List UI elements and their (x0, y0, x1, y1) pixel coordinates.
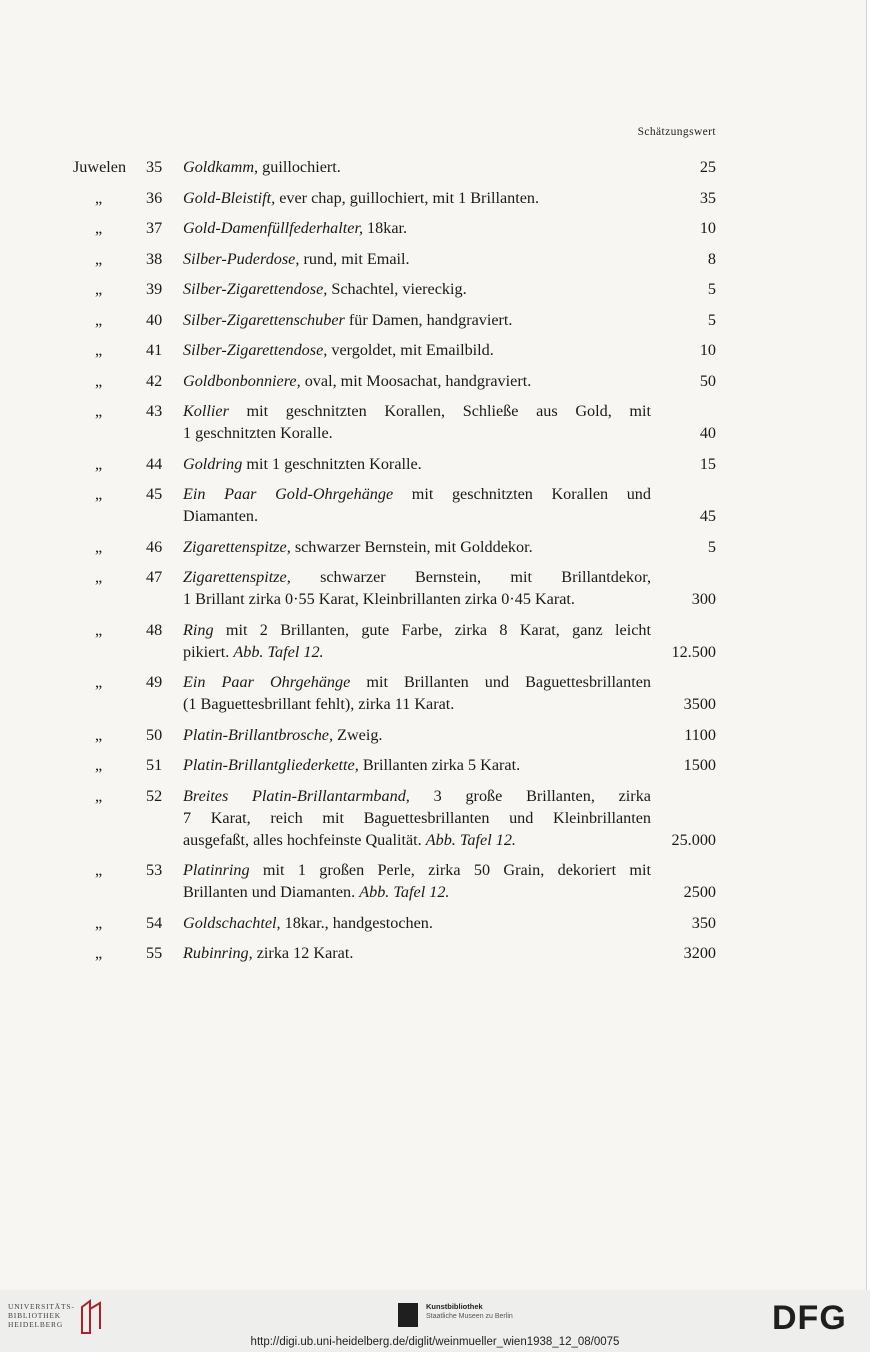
lot-description (183, 309, 651, 331)
lot-description (183, 217, 651, 239)
item-title: Platin-Brillantgliederkette, (183, 756, 359, 774)
description-line (183, 536, 651, 558)
ditto-mark: „ (95, 485, 103, 503)
lot-number: 53 (146, 861, 163, 879)
item-title: Kollier (183, 402, 229, 420)
item-title: Ein Paar Ohrgehänge (183, 673, 351, 691)
estimate-value: 5 (707, 537, 716, 556)
item-title: Breites Platin-Brillantarmband, (183, 786, 410, 805)
lot-description (183, 339, 651, 361)
lot-number: 49 (146, 673, 163, 691)
plain-text: mit Brillanten und Baguettesbrillanten (350, 673, 651, 691)
item-title: Gold-Damenfüllfederhalter, (183, 219, 363, 237)
estimate-value: 5 (707, 310, 716, 329)
plain-text: 1 geschnitzten Koralle. (183, 424, 333, 442)
item-title: Platinring (183, 861, 250, 879)
lot-description (183, 754, 651, 776)
lot-description (183, 912, 651, 934)
plain-text: für Damen, handgraviert. (344, 310, 513, 329)
ditto-mark: „ (95, 756, 103, 774)
estimate-value: 45 (699, 507, 716, 525)
dfg-logo: DFG (772, 1299, 847, 1337)
description-line (183, 453, 651, 475)
plain-text: rund, mit Email. (299, 249, 410, 268)
ditto-mark: „ (95, 568, 103, 586)
plain-text: schwarzer Bernstein, mit Golddekor. (290, 537, 533, 556)
estimate-value: 40 (699, 424, 716, 442)
ditto-mark: „ (95, 786, 103, 805)
estimate-value: 8 (707, 249, 716, 268)
lot-description (183, 671, 651, 715)
plain-text: oval, mit Moosachat, handgraviert. (300, 371, 532, 390)
description-line (183, 339, 651, 361)
description-line (183, 754, 651, 776)
ditto-mark: „ (95, 725, 103, 744)
ditto-mark: „ (95, 310, 103, 329)
plain-text: mit geschnitzten Korallen, Schließe aus Gold, mit (228, 402, 651, 420)
estimate-value: 2500 (683, 883, 716, 901)
item-title: Rubinring, (183, 944, 253, 962)
description-line (183, 619, 651, 641)
plain-text: 7 Karat, reich mit Baguettesbrillanten und Kleinbrillanten (183, 808, 651, 827)
plain-text: (1 Baguettesbrillant fehlt), zirka 11 Karat. (183, 695, 455, 713)
item-title: Ring (183, 620, 214, 639)
plain-text: Schachtel, viereckig. (327, 280, 467, 298)
estimate-value: 350 (691, 913, 716, 932)
plain-text: vergoldet, mit Emailbild. (327, 341, 494, 359)
kunstbibliothek-logo-icon (398, 1303, 418, 1327)
plain-text: pikiert. (183, 642, 234, 661)
item-title: Goldbonbonniere, (183, 371, 301, 390)
description-line (183, 942, 651, 964)
description-line (183, 422, 651, 444)
lot-description (183, 248, 651, 270)
description-line (183, 217, 651, 239)
plain-text: ausgefaßt, alles hochfeinste Qualität. (183, 830, 426, 849)
lot-number: 47 (146, 568, 163, 586)
plain-text: 18kar. (363, 219, 408, 237)
ditto-mark: „ (95, 620, 103, 639)
university-library-label: UNIVERSITÄTS- BIBLIOTHEK HEIDELBERG (8, 1302, 75, 1329)
lot-description (183, 724, 651, 746)
plate-reference: Abb. Tafel 12. (425, 830, 516, 849)
lot-number: 35 (146, 158, 163, 176)
estimate-value: 10 (699, 219, 716, 237)
lot-description (183, 942, 651, 964)
category-label: Juwelen (73, 158, 127, 176)
ditto-mark: „ (95, 537, 103, 556)
lot-number: 45 (146, 485, 163, 503)
lot-number: 55 (146, 944, 163, 962)
lot-description (183, 785, 651, 851)
description-line (183, 370, 651, 392)
description-line (183, 671, 651, 693)
ditto-mark: „ (95, 188, 103, 207)
ditto-mark: „ (95, 371, 103, 390)
lot-number: 36 (146, 188, 163, 207)
lot-description (183, 483, 651, 527)
ditto-mark: „ (95, 249, 103, 268)
item-title: Ein Paar Gold-Ohrgehänge (183, 485, 394, 503)
lot-number: 54 (146, 913, 163, 932)
plain-text: mit 1 großen Perle, zirka 50 Grain, dekoriert mit (249, 861, 651, 879)
ditto-mark: „ (95, 402, 103, 420)
description-line (183, 785, 651, 807)
description-line (183, 309, 651, 331)
plate-reference: Abb. Tafel 12. (233, 642, 324, 661)
item-title: Silber-Zigarettendose, (183, 341, 328, 359)
ditto-mark: „ (95, 219, 103, 237)
item-title: Goldkamm, (183, 158, 259, 176)
description-line (183, 829, 651, 851)
estimate-value: 1500 (683, 756, 716, 774)
plain-text: guillochiert. (258, 158, 341, 176)
estimate-value: 300 (691, 590, 716, 608)
kunstbibliothek-label: Kunstbibliothek Staatliche Museen zu Berlin (426, 1302, 513, 1320)
description-line (183, 881, 651, 903)
ditto-mark: „ (95, 673, 103, 691)
lot-description (183, 156, 651, 178)
plate-reference: Abb. Tafel 12. (359, 883, 450, 901)
lot-description (183, 536, 651, 558)
lot-number: 38 (146, 249, 163, 268)
description-line (183, 859, 651, 881)
lot-number: 40 (146, 310, 163, 329)
description-line (183, 278, 651, 300)
column-header-estimate: Schätzungswert (637, 126, 716, 138)
lot-number: 51 (146, 756, 163, 774)
lot-description (183, 859, 651, 903)
plain-text: Brillanten zirka 5 Karat. (358, 756, 521, 774)
description-line (183, 248, 651, 270)
plain-text: schwarzer Bernstein, mit Brillantdekor, (290, 568, 651, 586)
ditto-mark: „ (95, 341, 103, 359)
plain-text: zirka 12 Karat. (252, 944, 354, 962)
description-line (183, 483, 651, 505)
lot-number: 37 (146, 219, 163, 237)
description-line (183, 187, 651, 209)
item-title: Platin-Brillantbrosche, (183, 725, 334, 744)
estimate-value: 25.000 (671, 830, 716, 849)
ditto-mark: „ (95, 861, 103, 879)
estimate-value: 10 (699, 341, 716, 359)
lot-number: 39 (146, 280, 163, 298)
ditto-mark: „ (95, 280, 103, 298)
item-title: Zigarettenspitze, (183, 568, 291, 586)
lot-description (183, 566, 651, 610)
ditto-mark: „ (95, 454, 103, 473)
estimate-value: 50 (699, 371, 716, 390)
lot-description (183, 187, 651, 209)
item-title: Silber-Zigarettendose, (183, 280, 328, 298)
plain-text: 18kar., handgestochen. (280, 913, 433, 932)
item-title: Silber-Zigarettenschuber (183, 310, 345, 329)
lot-description (183, 400, 651, 444)
plain-text: Diamanten. (183, 507, 259, 525)
plain-text: mit 1 geschnitzten Koralle. (242, 454, 422, 473)
description-line (183, 156, 651, 178)
item-title: Gold-Bleistift, (183, 188, 276, 207)
estimate-value: 5 (707, 280, 716, 298)
lot-description (183, 453, 651, 475)
item-title: Goldschachtel, (183, 913, 281, 932)
plain-text: 1 Brillant zirka 0·55 Karat, Kleinbrillanten zirka 0·45 Karat. (183, 590, 575, 608)
estimate-value: 12.500 (671, 642, 716, 661)
item-title: Goldring (183, 454, 243, 473)
description-line (183, 505, 651, 527)
ditto-mark: „ (95, 913, 103, 932)
lot-number: 43 (146, 402, 163, 420)
estimate-value: 35 (699, 188, 716, 207)
lot-number: 44 (146, 454, 163, 473)
lot-number: 52 (146, 786, 163, 805)
lot-number: 50 (146, 725, 163, 744)
estimate-value: 15 (699, 454, 716, 473)
item-title: Zigarettenspitze, (183, 537, 291, 556)
description-line (183, 566, 651, 588)
estimate-value: 3200 (683, 944, 716, 962)
lot-description (183, 278, 651, 300)
description-line (183, 588, 651, 610)
description-line (183, 693, 651, 715)
description-line (183, 807, 651, 829)
description-line (183, 400, 651, 422)
source-url[interactable]: http://digi.ub.uni-heidelberg.de/diglit/weinmueller_wien1938_12_08/0075 (250, 1336, 620, 1348)
lot-number: 42 (146, 371, 163, 390)
plain-text: Brillanten und Diamanten. (183, 883, 360, 901)
description-line (183, 724, 651, 746)
estimate-value: 25 (699, 158, 716, 176)
university-logo-icon (78, 1299, 104, 1335)
item-title: Silber-Puderdose, (183, 249, 300, 268)
plain-text: 3 große Brillanten, zirka (409, 786, 651, 805)
lot-number: 41 (146, 341, 163, 359)
description-line (183, 912, 651, 934)
description-line (183, 641, 651, 663)
plain-text: ever chap, guillochiert, mit 1 Brillanten. (275, 188, 540, 207)
plain-text: Zweig. (333, 725, 383, 744)
plain-text: mit 2 Brillanten, gute Farbe, zirka 8 Karat, ganz leicht (213, 620, 651, 639)
estimate-value: 3500 (683, 695, 716, 713)
lot-description (183, 370, 651, 392)
lot-number: 46 (146, 537, 163, 556)
lot-description (183, 619, 651, 663)
estimate-value: 1100 (684, 725, 716, 744)
plain-text: mit geschnitzten Korallen und (393, 485, 651, 503)
ditto-mark: „ (95, 944, 103, 962)
lot-number: 48 (146, 620, 163, 639)
